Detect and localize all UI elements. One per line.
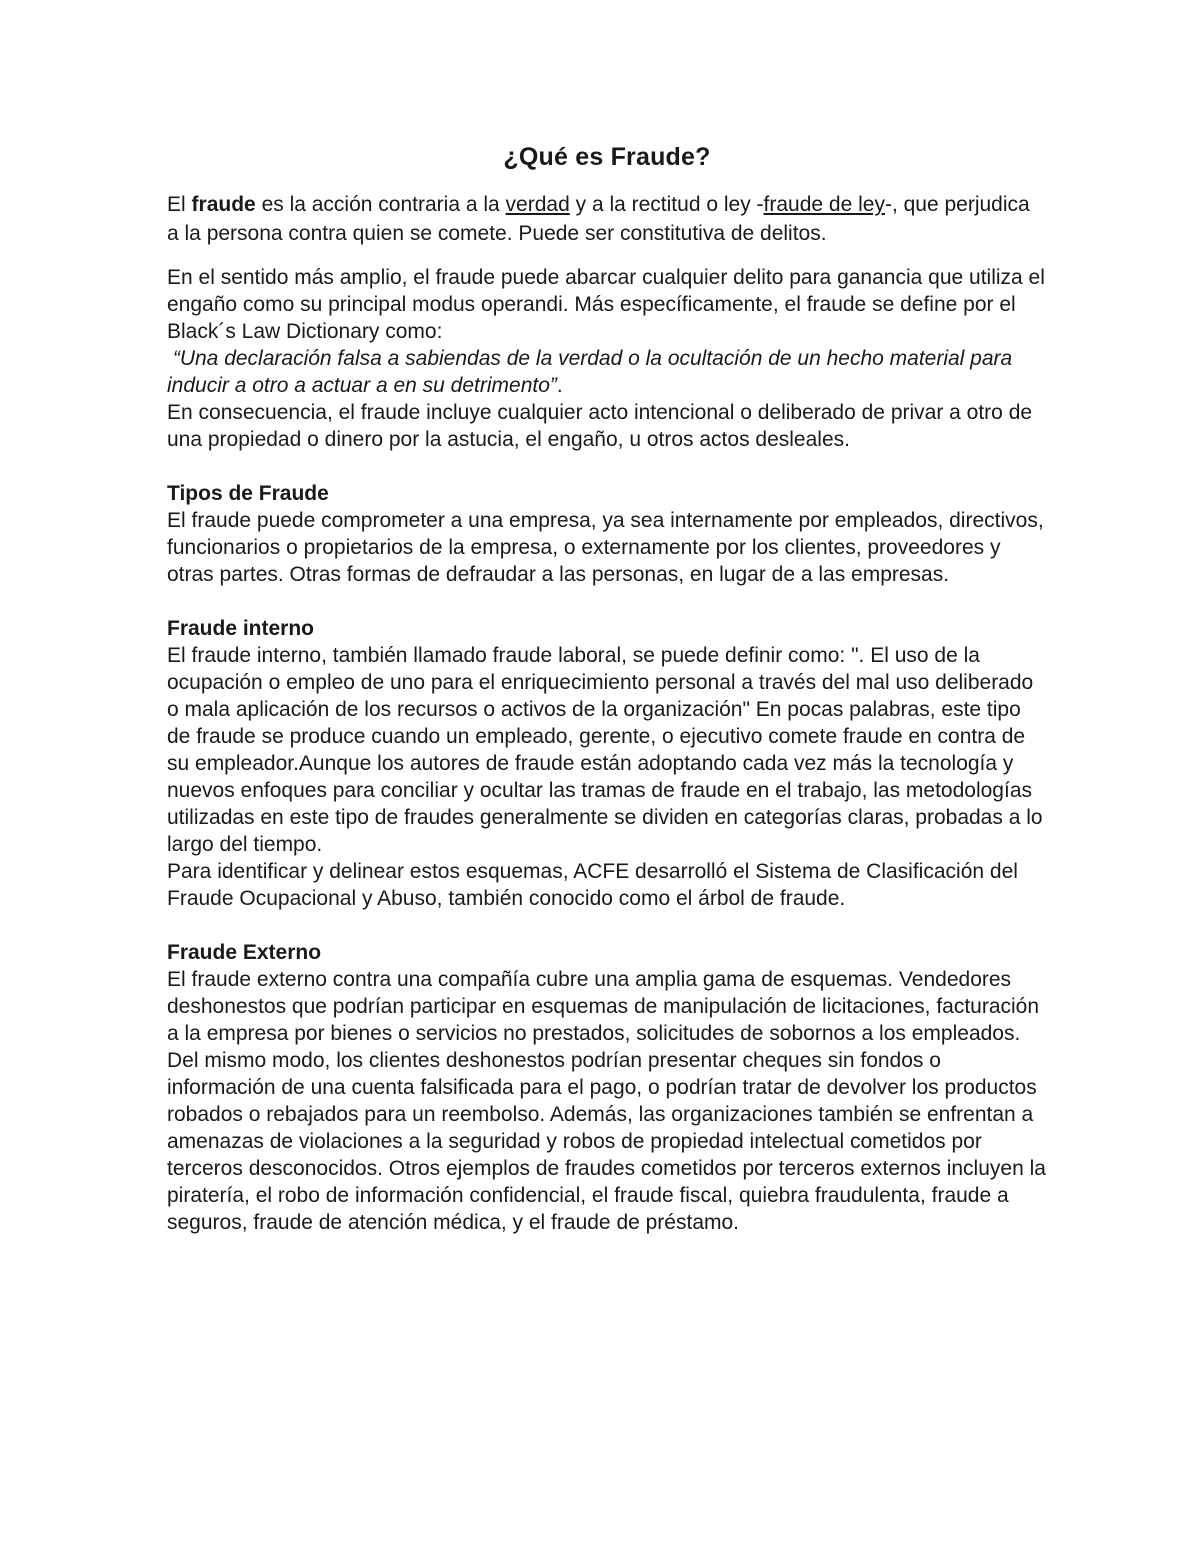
link-fraude-de-ley[interactable]: fraude de ley xyxy=(763,193,885,216)
intro-text: es la acción contraria a la xyxy=(261,193,500,216)
definition-paragraph: En el sentido más amplio, el fraude puede abarcar cualquier delito para ganancia que utiliza el engaño como su principal modus operandi. Más específicamente, el fraude se define por el Black´s Law Dictionary como: xyxy=(167,266,1045,343)
tipos-body: El fraude puede comprometer a una empresa, ya sea internamente por empleados, directivos, funcionarios o propietarios de la empresa, o externamente por los clientes, proveedores y otras partes. Otras formas de defraudar a las personas, en lugar de a las empresas. xyxy=(167,509,1044,586)
interno-body-2: Para identificar y delinear estos esquemas, ACFE desarrolló el Sistema de Clasificación del Fraude Ocupacional y Abuso, también conocido como el árbol de fraude. xyxy=(167,860,1018,910)
link-verdad[interactable]: verdad xyxy=(505,193,570,216)
document-title: ¿Qué es Fraude? xyxy=(503,143,711,171)
intro-text: -, que perjudica a la persona contra quien se comete. Puede ser constitutiva de delitos. xyxy=(167,193,1030,245)
quote-end: . xyxy=(556,374,563,397)
externo-heading: Fraude Externo xyxy=(167,941,322,964)
definition-quote: “Una declaración falsa a sabiendas de la verdad o la ocultación de un hecho material para inducir a otro a actuar a en su detrimento” xyxy=(167,347,1013,397)
intro-text: El xyxy=(167,193,186,216)
intro-text: y a la rectitud o ley - xyxy=(575,193,764,216)
interno-heading: Fraude interno xyxy=(167,617,315,640)
tipos-heading: Tipos de Fraude xyxy=(167,482,329,505)
intro-paragraph xyxy=(167,190,1047,248)
externo-body: El fraude externo contra una compañía cubre una amplia gama de esquemas. Vendedores deshonestos que podrían participar en esquemas de manipulación de licitaciones, facturación a la empresa por bienes o servicios no prestados, solicitudes de sobornos a los empleados. Del mismo modo, los clientes deshonestos podrían presentar cheques sin fondos o información de una cuenta falsificada para el pago, o podrían tratar de devolver los productos robados o rebajados para un reembolso. Además, las organizaciones también se enfrentan a amenazas de violaciones a la seguridad y robos de propiedad intelectual cometidos por terceros desconocidos. Otros ejemplos de fraudes cometidos por terceros externos incluyen la piratería, el robo de información confidencial, el fraude fiscal, quiebra fraudulenta, fraude a seguros, fraude de atención médica, y el fraude de préstamo. xyxy=(167,968,1046,1234)
intro-bold-term: fraude xyxy=(191,193,256,216)
consequence-paragraph: En consecuencia, el fraude incluye cualquier acto intencional o deliberado de privar a otro de una propiedad o dinero por la astucia, el engaño, u otros actos desleales. xyxy=(167,401,1033,451)
quote-paragraph xyxy=(167,345,1047,399)
interno-body: El fraude interno, también llamado fraude laboral, se puede definir como: ". El uso de la ocupación o empleo de uno para el enriquecimiento personal a través del mal uso deliberado o mala aplicación de los recursos o activos de la organización" En pocas palabras, este tipo de fraude se produce cuando un empleado, gerente, o ejecutivo comete fraude en contra de su empleador.Aunque los autores de fraude están adoptando cada vez más la tecnología y nuevos enfoques para conciliar y ocultar las tramas de fraude en el trabajo, las metodologías utilizadas en este tipo de fraudes generalmente se dividen en categorías claras, probadas a lo largo del tiempo. xyxy=(167,644,1043,856)
document-page xyxy=(167,140,1047,1236)
